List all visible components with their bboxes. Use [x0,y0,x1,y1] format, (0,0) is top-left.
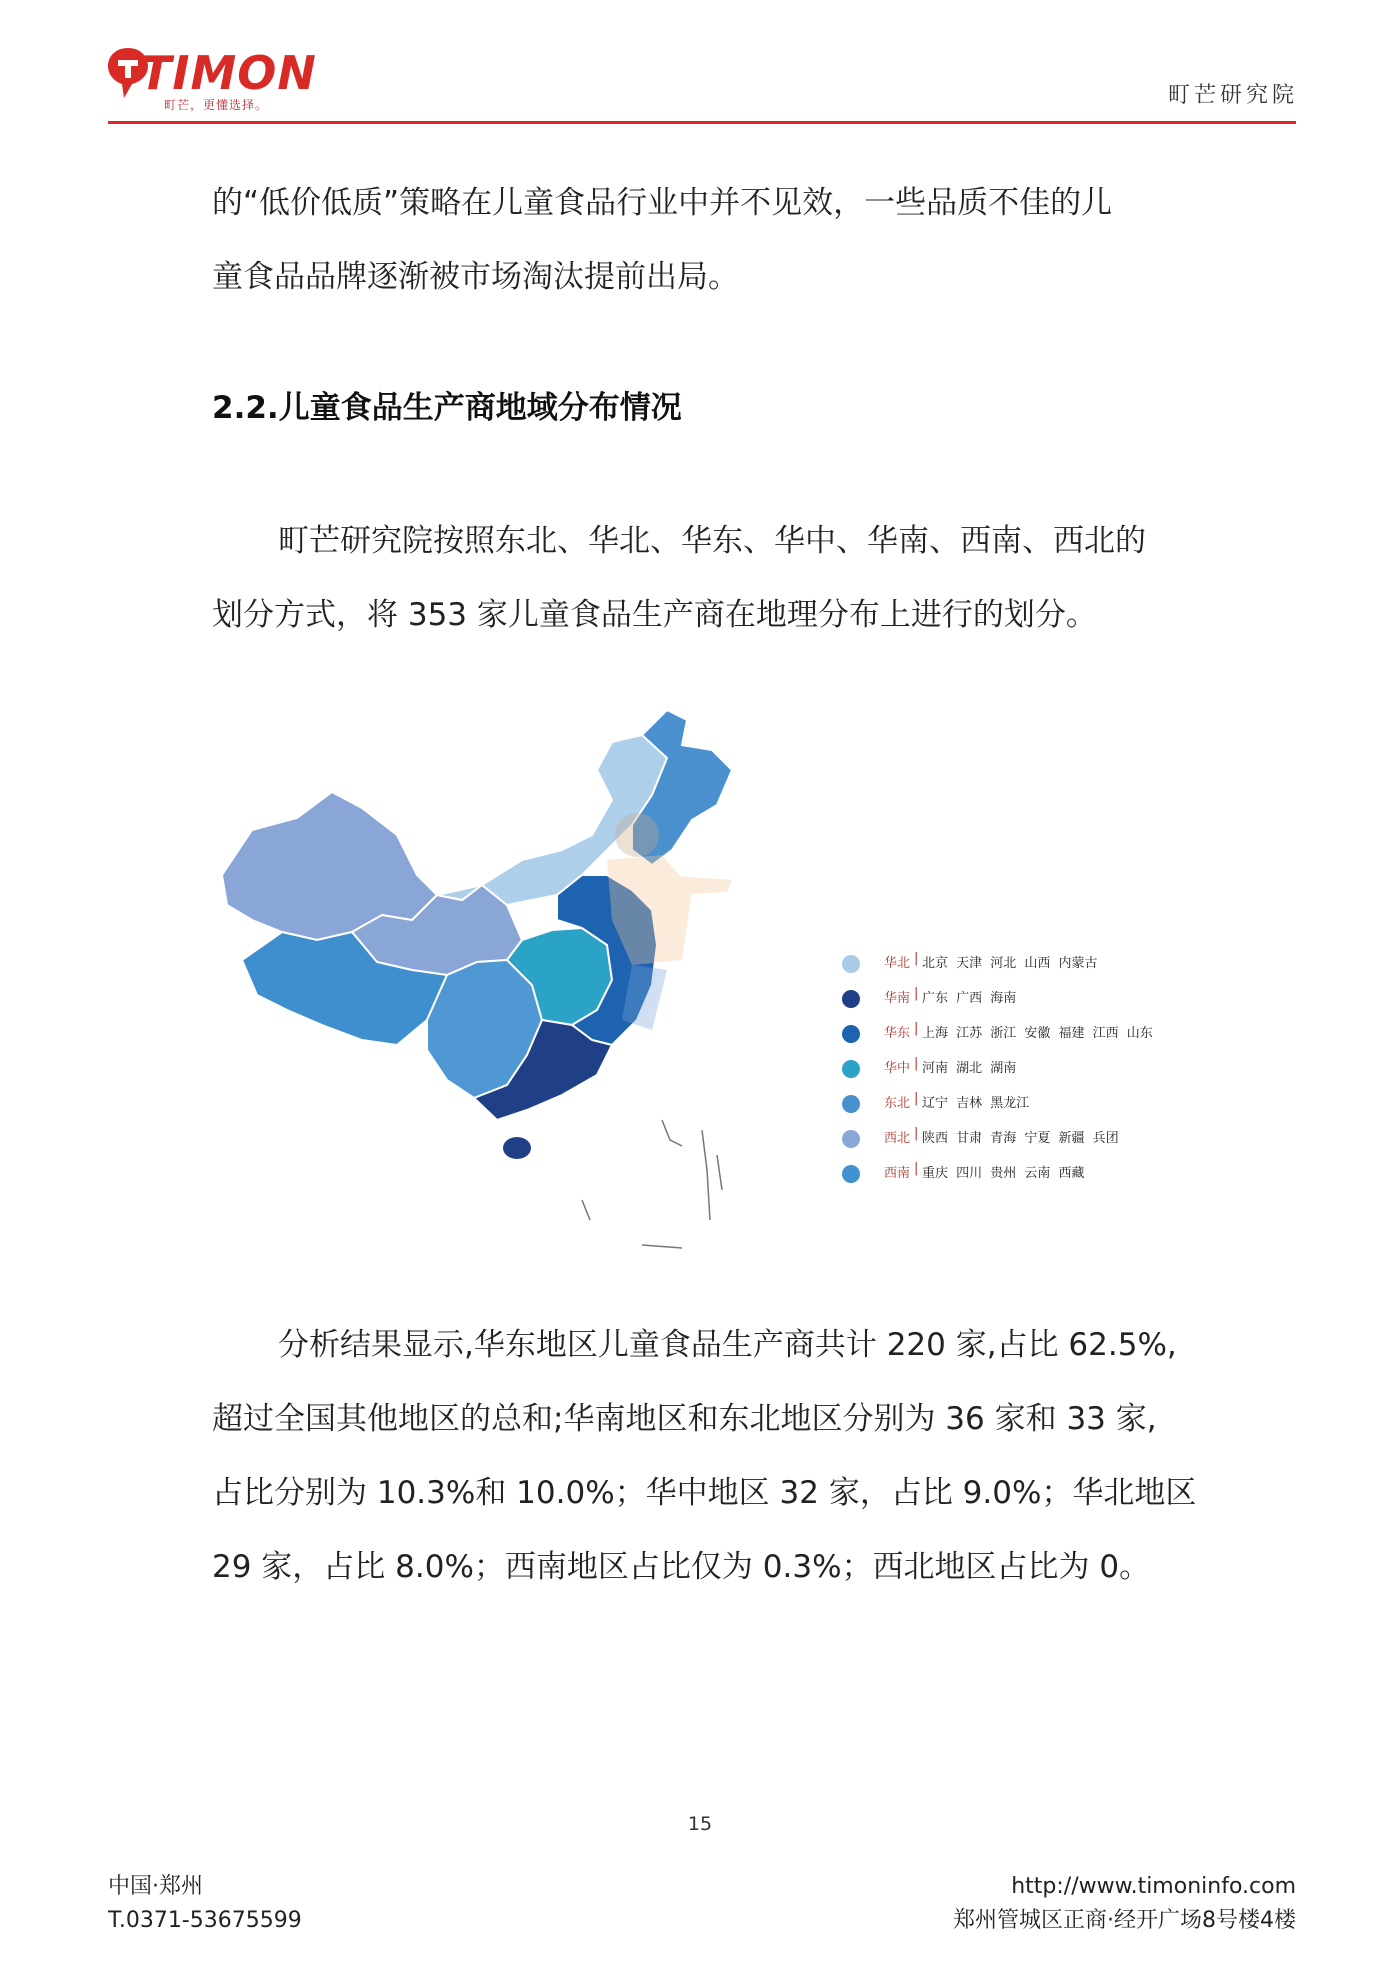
legend-dot [842,1095,860,1113]
timon-logo [106,40,326,120]
text-line: 占比分别为 10.3%和 10.0%；华中地区 32 家，占比 9.0%；华北地区 [212,1475,1197,1511]
footer-location: 中国·郑州 [108,1874,203,1899]
legend-separator: | [914,1021,919,1036]
text-line: 町芒研究院按照东北、华北、华东、华中、华南、西南、西北的 [278,523,1146,559]
logo-word: TIMON [140,46,317,100]
header-divider [108,121,1296,124]
footer-address-block [953,1870,1296,1938]
legend-separator: | [914,1161,919,1176]
legend-provinces: 上海 江苏 浙江 安徽 福建 江西 山东 [922,1026,1153,1041]
legend-dot [842,955,860,973]
south-sea-inset [582,1120,722,1248]
intro-paragraph [212,166,1202,314]
legend-dot [842,1165,860,1183]
text-line: 超过全国其他地区的总和;华南地区和东北地区分别为 36 家和 33 家, [212,1401,1157,1437]
legend-separator: | [914,951,919,966]
legend-dot [842,990,860,1008]
legend-separator: | [914,1126,919,1141]
legend-region: 华东 [884,1026,911,1041]
legend-provinces: 河南 湖北 湖南 [922,1061,1017,1076]
method-paragraph [212,504,1202,652]
legend-dot [842,1130,860,1148]
legend-provinces: 辽宁 吉林 黑龙江 [922,1096,1030,1111]
legend-region: 华北 [884,956,911,971]
legend-separator: | [914,1056,919,1071]
logo-slogan: 町芒，更懂选择。 [164,98,269,112]
legend-region: 东北 [884,1096,911,1111]
legend-provinces: 重庆 四川 贵州 云南 西藏 [922,1166,1085,1181]
map-region-hainan [503,1137,531,1159]
footer-phone: T.0371-53675599 [108,1908,302,1933]
text-line: 29 家，占比 8.0%；西南地区占比仅为 0.3%；西北地区占比为 0。 [212,1549,1151,1585]
legend-provinces: 广东 广西 海南 [922,991,1017,1006]
results-paragraph [212,1308,1202,1604]
region-map-figure [212,700,1152,1260]
legend-provinces: 北京 天津 河北 山西 内蒙古 [922,956,1098,971]
footer-address: 郑州管城区正商·经开广场8号楼4楼 [953,1908,1296,1933]
text-line: 的“低价低质”策略在儿童食品行业中并不见效，一些品质不佳的儿 [212,185,1113,221]
legend-region: 华中 [884,1061,911,1076]
text-line: 分析结果显示,华东地区儿童食品生产商共计 220 家,占比 62.5%, [278,1327,1177,1363]
legend-dot [842,1025,860,1043]
footer-contact [108,1870,302,1938]
institute-name: 町芒研究院 [1167,83,1298,108]
page-header [0,0,1400,130]
legend-region: 西南 [884,1166,911,1181]
legend-separator: | [914,986,919,1001]
legend-region: 西北 [884,1131,911,1146]
page-number: 15 [687,1813,713,1835]
legend-separator: | [914,1091,919,1106]
section-title: 2.2.儿童食品生产商地域分布情况 [212,390,682,426]
legend-region: 华南 [884,991,911,1006]
footer-website-link[interactable]: http://www.timoninfo.com [1011,1874,1296,1899]
text-line: 童食品品牌逐渐被市场淘汰提前出局。 [212,259,739,295]
legend-dot [842,1060,860,1078]
china-region-map [212,700,812,1260]
legend-provinces: 陕西 甘肃 青海 宁夏 新疆 兵团 [922,1131,1119,1146]
text-line: 划分方式，将 353 家儿童食品生产商在地理分布上进行的划分。 [212,597,1097,633]
